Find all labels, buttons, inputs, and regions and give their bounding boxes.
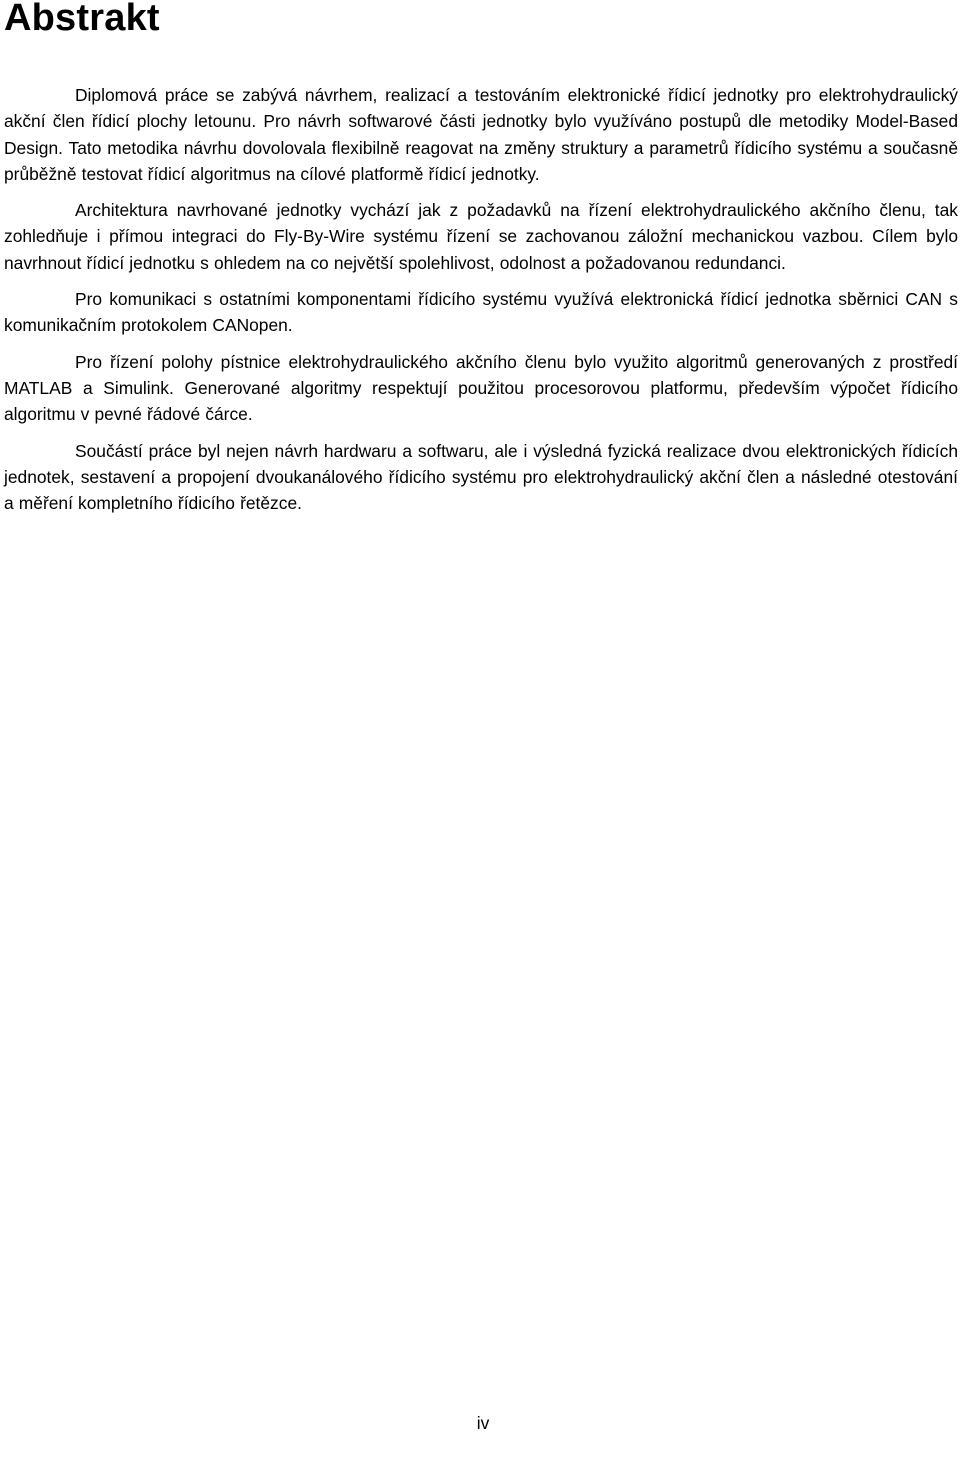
paragraph: Diplomová práce se zabývá návrhem, realizací a testováním elektronické řídicí jednotky pro elektrohydraulický akční člen řídicí plochy letounu. Pro návrh softwarové části jednotky bylo využíváno postupů dle metodiky Model-Based Design. Tato metodika návrhu dovolovala flexibilně reagovat na změny struktury a parametrů řídicího systému a současně průběžně testovat řídicí algoritmus na cílové platformě řídicí jednotky. [4, 85, 958, 184]
page-number: iv [476, 1413, 490, 1433]
page-title: Abstrakt [4, 0, 160, 39]
paragraph: Pro komunikaci s ostatními komponentami řídicího systému využívá elektronická řídicí jednotka sběrnici CAN s komunikačním protokolem CANopen. [4, 289, 958, 336]
paragraph: Pro řízení polohy pístnice elektrohydraulického akčního členu bylo využito algoritmů generovaných z prostředí MATLAB a Simulink. Generované algoritmy respektují použitou procesorovou platformu, především výpočet řídicího algoritmu v pevné řádové čárce. [4, 351, 958, 425]
paragraph: Architektura navrhované jednotky vychází jak z požadavků na řízení elektrohydraulického akčního členu, tak zohledňuje i přímou integraci do Fly-By-Wire systému řízení se zachovanou záložní mechanickou vazbou. Cílem bylo navrhnout řídicí jednotku s ohledem na co největší spolehlivost, odolnost a požadovanou redundanci. [4, 200, 958, 273]
abstract-body [4, 82, 958, 526]
paragraph: Součástí práce byl nejen návrh hardwaru a softwaru, ale i výsledná fyzická realizace dvou elektronických řídicích jednotek, sestavení a propojení dvoukanálového řídicího systému pro elektrohydraulický akční člen a následné otestování a měření kompletního řídicího řetězce. [4, 440, 958, 514]
